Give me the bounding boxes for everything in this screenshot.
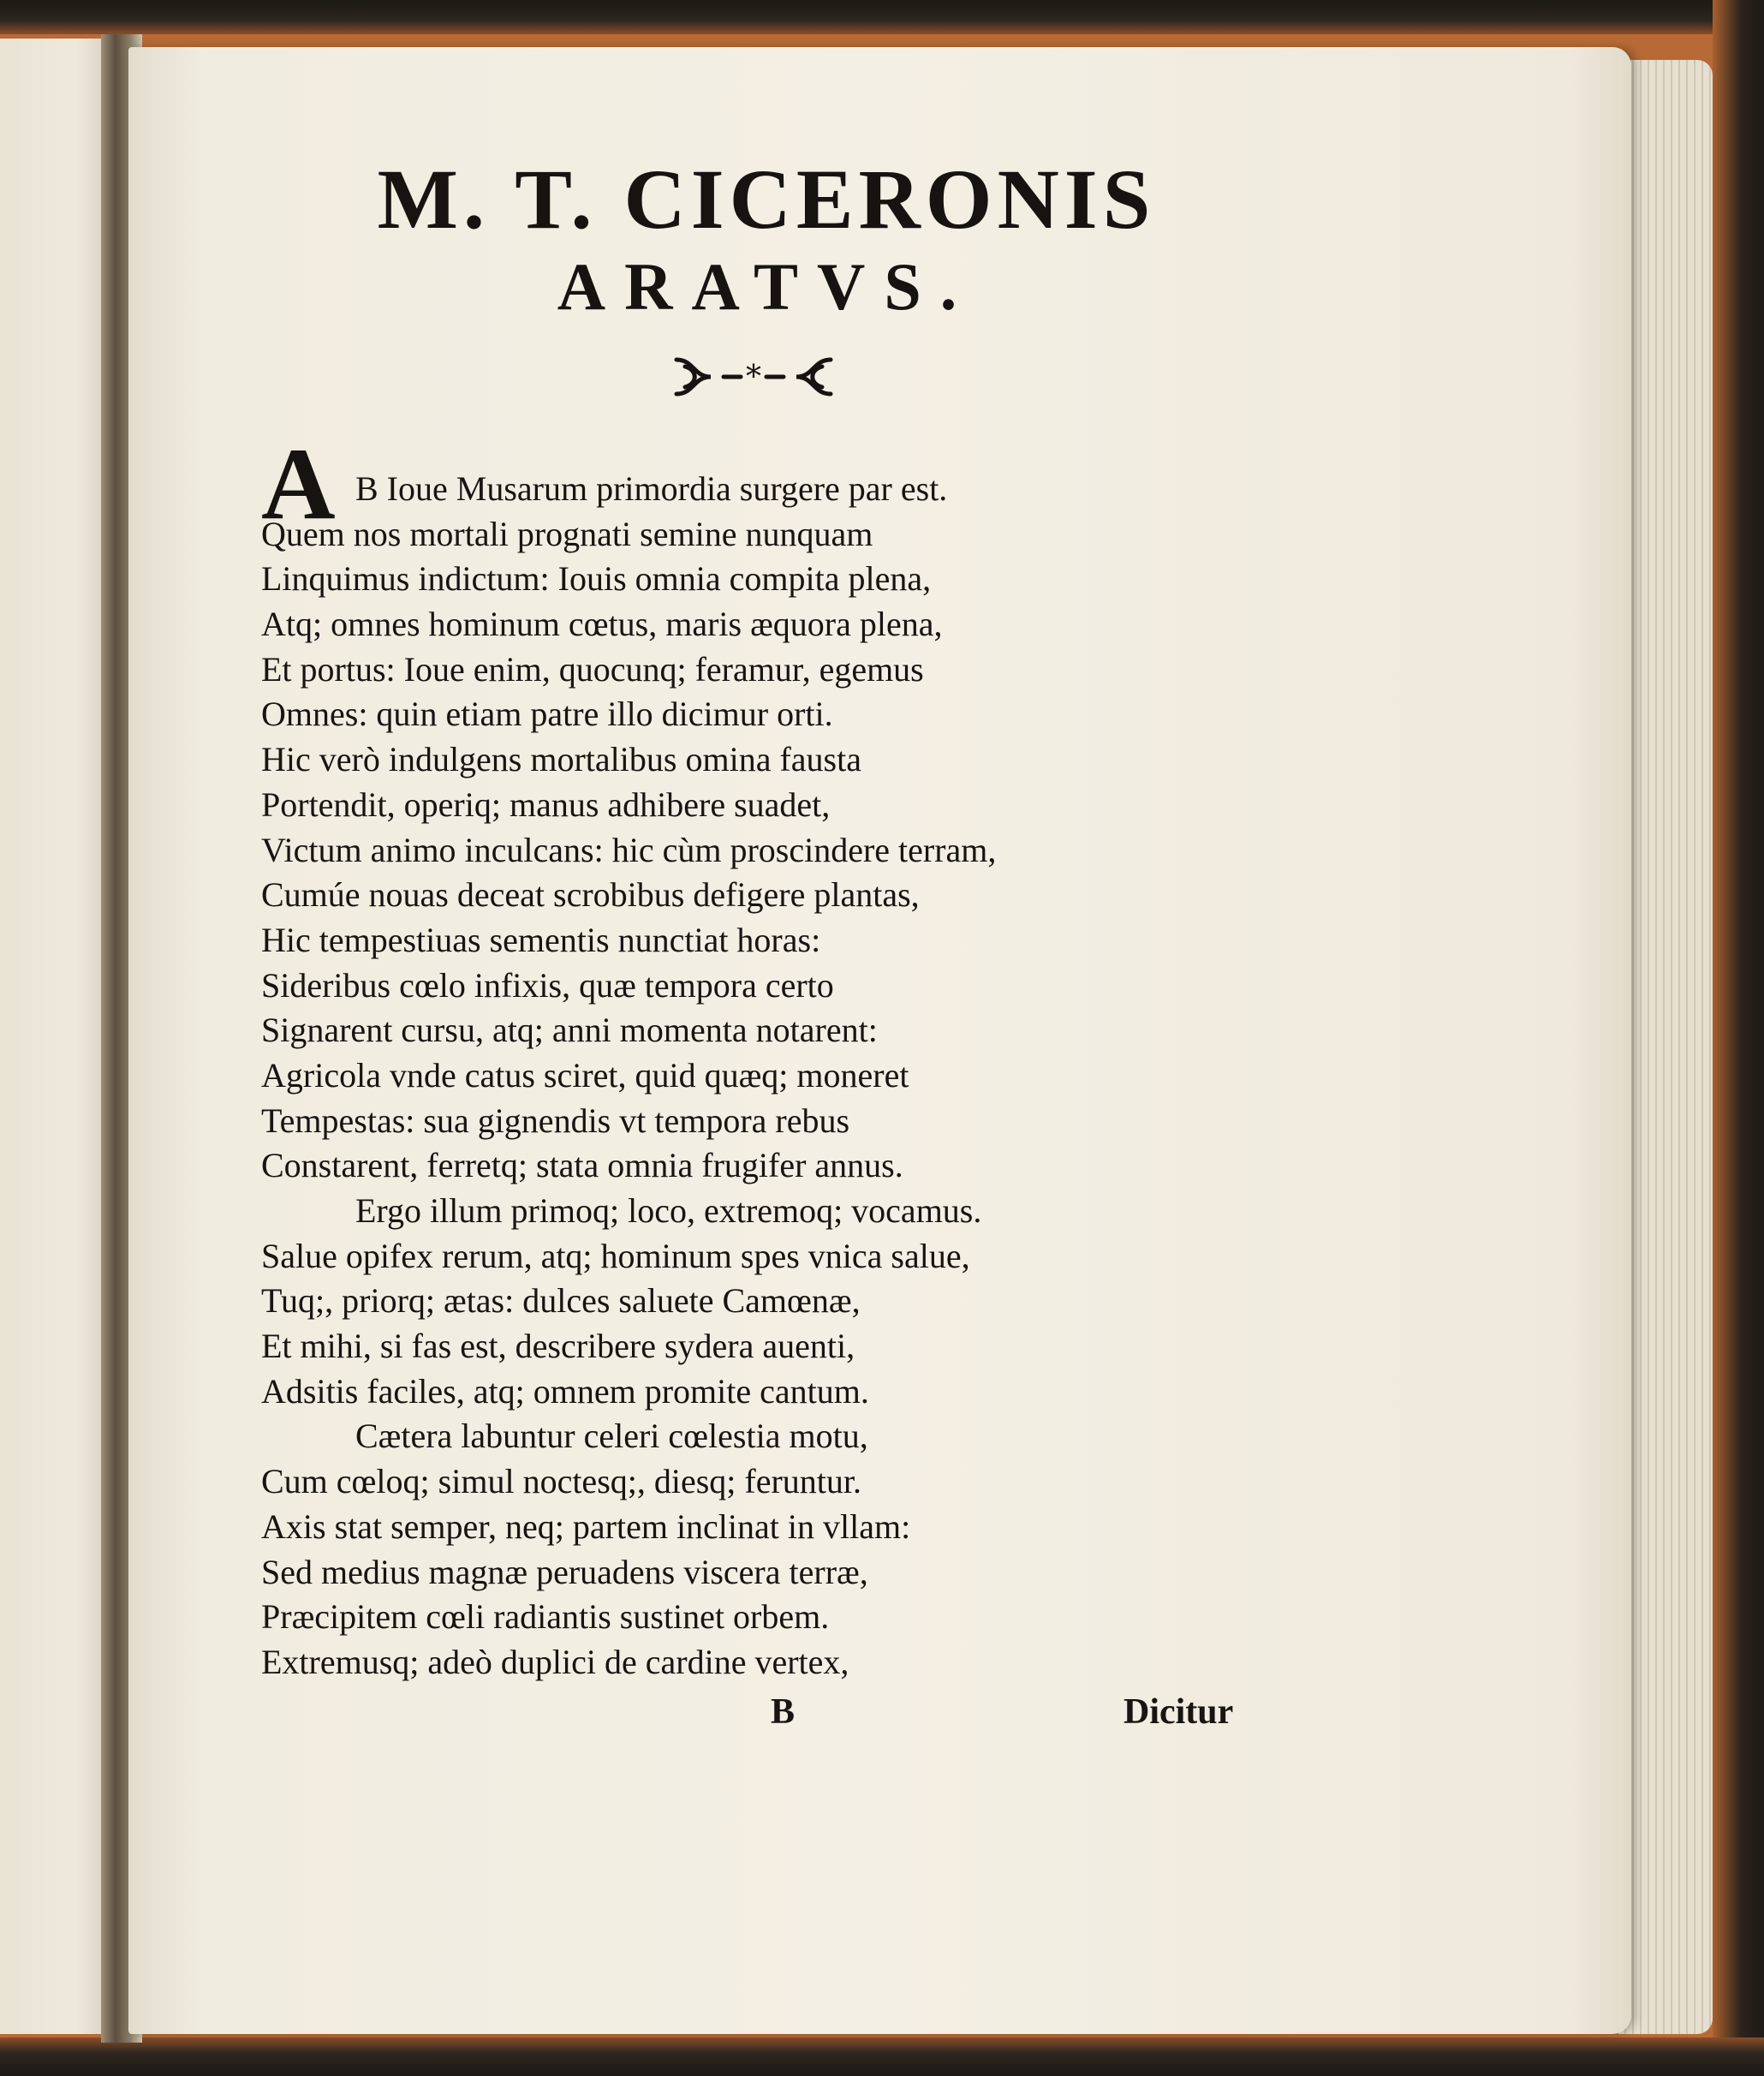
verse-line: Signarent cursu, atq; anni momenta notarent: [261,1011,878,1050]
verse-line: Hic tempestiuas sementis nunctiat horas: [261,920,821,959]
verse-line: Adsitis faciles, atq; omnem promite cantum. [261,1371,869,1411]
previous-page-edge [0,39,110,2034]
svg-text:*: * [746,360,761,395]
page-title: M. T. CICERONIS [377,152,1156,247]
page-subtitle: ARATVS. [557,249,976,324]
verse-line: Portendit, operiq; manus adhibere suadet, [261,784,831,824]
verse-line: Constarent, ferretq; stata omnia frugifer annus. [261,1146,903,1185]
verse-line: Cumúe nouas deceat scrobibus defigere plantas, [261,875,920,915]
ornament-icon [659,351,848,403]
verse-line: Et mihi, si fas est, describere sydera auenti, [261,1327,855,1366]
verse-line: Salue opifex rerum, atq; hominum spes vnica salue, [261,1236,970,1275]
verse-line: Tempestas: sua gignendis vt tempora rebus [261,1101,850,1140]
cover-right-edge [1713,0,1764,2076]
page-stack-edges [1618,60,1713,2034]
verse-line: Atq; omnes hominum cœtus, maris æquora plena, [261,605,943,644]
verse-line: Omnes: quin etiam patre illo dicimur orti. [261,695,833,734]
verse-line: Cum cœloq; simul noctesq;, diesq; feruntur. [261,1462,862,1501]
verse-line: Cætera labuntur celeri cœlestia motu, [355,1417,868,1456]
verse-line: Sed medius magnæ peruadens viscera terræ, [261,1552,868,1591]
drop-cap: A [261,427,336,540]
verse-line: Extremusq; adeò duplici de cardine vertex, [261,1642,849,1681]
verse-line: Præcipitem cœli radiantis sustinet orbem. [261,1597,830,1637]
cover-bottom-edge [0,2037,1764,2076]
verse-line: Sideribus cœlo infixis, quæ tempora certo [261,965,834,1005]
verse-line: Linquimus indictum: Iouis omnia compita plena, [261,559,932,599]
verse-line: Tuq;, priorq; ætas: dulces saluete Camœnæ, [261,1281,861,1321]
verse-line: Agricola vnde catus sciret, quid quæq; moneret [261,1055,909,1095]
verse-line: Ergo illum primoq; loco, extremoq; vocamus. [355,1191,982,1230]
verse-line: B Ioue Musarum primordia surgere par est. [355,469,948,508]
verse-line: Victum animo inculcans: hic cùm proscindere terram, [261,830,997,869]
verse-line: Et portus: Ioue enim, quocunq; feramur, egemus [261,649,924,689]
verse-line: Axis stat semper, neq; partem inclinat in vllam: [261,1506,911,1546]
verse-line: Quem nos mortali prognati semine nunquam [261,514,873,553]
signature-mark: B [771,1692,796,1732]
verse-line: Hic verò indulgens mortalibus omina fausta [261,740,861,779]
catchword: Dicitur [1123,1692,1234,1732]
cover-top-edge [0,0,1764,34]
verse-text [261,467,1272,1685]
